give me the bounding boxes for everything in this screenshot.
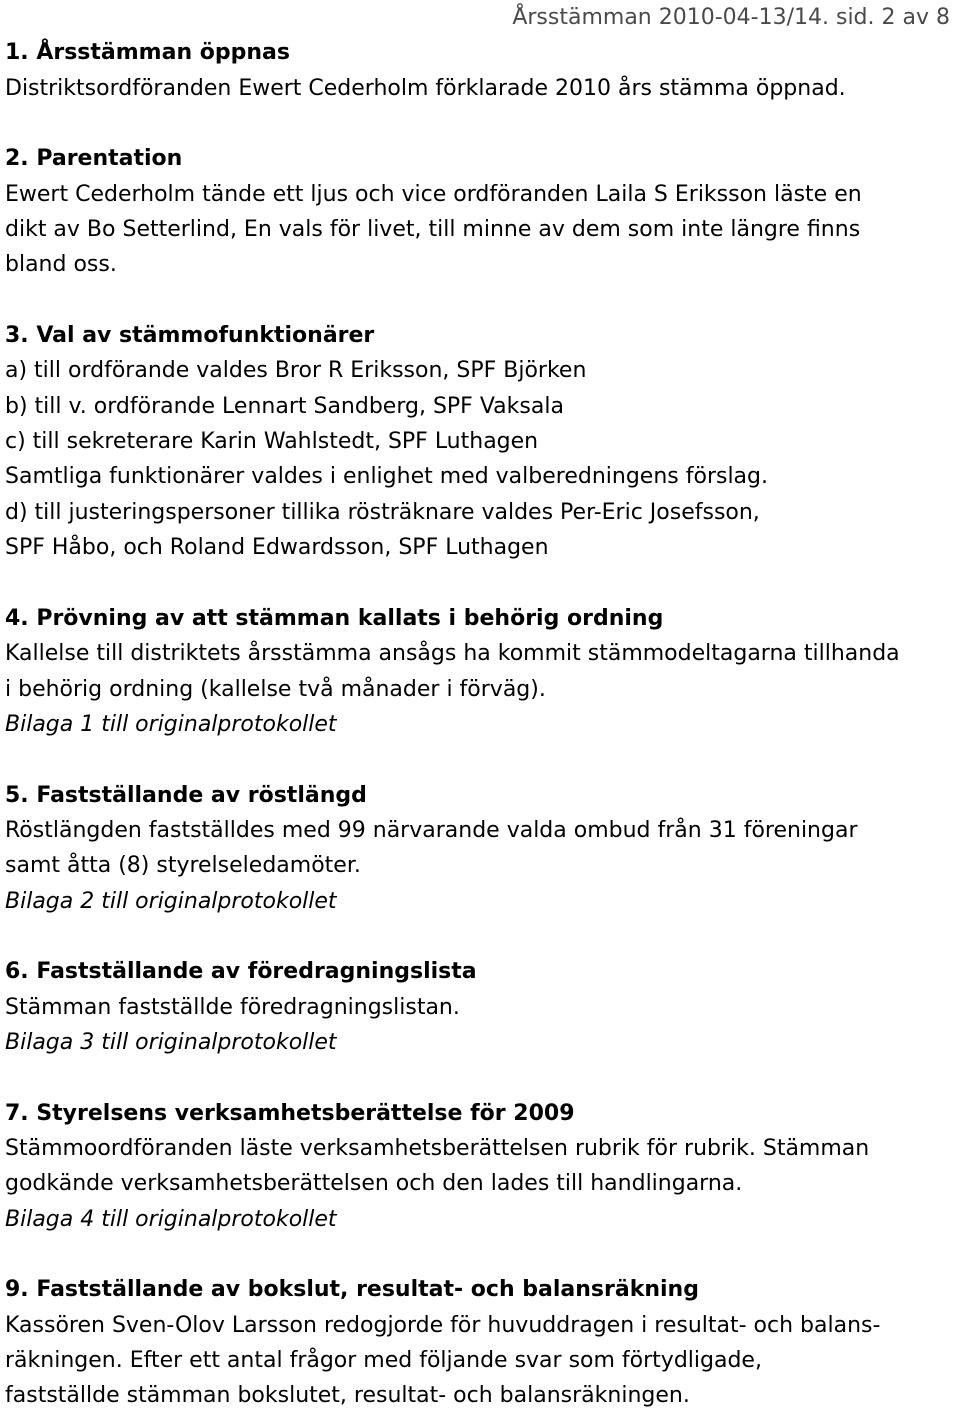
section-heading: 1. Årsstämman öppnas xyxy=(5,40,290,66)
attachment-note: Bilaga 1 till originalprotokollet xyxy=(5,711,337,737)
section-6 xyxy=(0,954,960,1060)
section-heading: 5. Fastställande av röstlängd xyxy=(5,782,367,808)
section-heading: 2. Parentation xyxy=(5,146,183,172)
page-header: Årsstämman 2010-04-13/14. sid. 2 av 8 xyxy=(512,5,950,30)
section-heading: 4. Prövning av att stämman kallats i behörig ordning xyxy=(5,605,664,631)
body-line: Distriktsordföranden Ewert Cederholm förklarade 2010 års stämma öppnad. xyxy=(5,75,846,101)
body-line: Kallelse till distriktets årsstämma ansågs ha kommit stämmodeltagarna tillhanda xyxy=(5,641,900,667)
section-3 xyxy=(0,318,960,565)
body-line: Samtliga funktionärer valdes i enlighet med valberedningens förslag. xyxy=(5,464,768,490)
section-2 xyxy=(0,141,960,282)
section-heading: 9. Fastställande av bokslut, resultat- och balansräkning xyxy=(5,1277,699,1303)
body-line: bland oss. xyxy=(5,252,117,278)
body-line: Kassören Sven-Olov Larsson redogjorde för huvuddragen i resultat- och balans- xyxy=(5,1312,881,1338)
section-heading: 3. Val av stämmofunktionärer xyxy=(5,323,375,349)
body-line: Ewert Cederholm tände ett ljus och vice ordföranden Laila S Eriksson läste en xyxy=(5,181,862,207)
body-line: samt åtta (8) styrelseledamöter. xyxy=(5,853,361,879)
section-7 xyxy=(0,1096,960,1237)
section-heading: 6. Fastställande av föredragningslista xyxy=(5,959,477,985)
section-4 xyxy=(0,601,960,742)
body-line: SPF Håbo, och Roland Edwardsson, SPF Luthagen xyxy=(5,535,549,561)
body-line: fastställde stämman bokslutet, resultat- och balansräkningen. xyxy=(5,1383,690,1409)
section-5 xyxy=(0,778,960,919)
body-line: b) till v. ordförande Lennart Sandberg, SPF Vaksala xyxy=(5,393,564,419)
body-line: a) till ordförande valdes Bror R Eriksson, SPF Björken xyxy=(5,358,587,384)
attachment-note: Bilaga 4 till originalprotokollet xyxy=(5,1206,337,1232)
section-heading: 7. Styrelsens verksamhetsberättelse för 2009 xyxy=(5,1100,575,1126)
body-line: i behörig ordning (kallelse två månader i förväg). xyxy=(5,676,546,702)
section-1 xyxy=(0,35,960,106)
body-line: Stämman fastställde föredragningslistan. xyxy=(5,994,460,1020)
body-line: c) till sekreterare Karin Wahlstedt, SPF Luthagen xyxy=(5,429,539,455)
body-line: d) till justeringspersoner tillika rösträknare valdes Per-Eric Josefsson, xyxy=(5,499,760,525)
body-line: godkände verksamhetsberättelsen och den lades till handlingarna. xyxy=(5,1171,743,1197)
section-9 xyxy=(0,1272,960,1413)
attachment-note: Bilaga 3 till originalprotokollet xyxy=(5,1029,337,1055)
body-line: dikt av Bo Setterlind, En vals för livet, till minne av dem som inte längre finns xyxy=(5,217,861,243)
body-line: Stämmoordföranden läste verksamhetsberättelsen rubrik för rubrik. Stämman xyxy=(5,1136,870,1161)
body-line: Röstlängden fastställdes med 99 närvarande valda ombud från 31 föreningar xyxy=(5,817,858,843)
body-line: räkningen. Efter ett antal frågor med följande svar som förtydligade, xyxy=(5,1348,762,1374)
attachment-note: Bilaga 2 till originalprotokollet xyxy=(5,888,337,914)
